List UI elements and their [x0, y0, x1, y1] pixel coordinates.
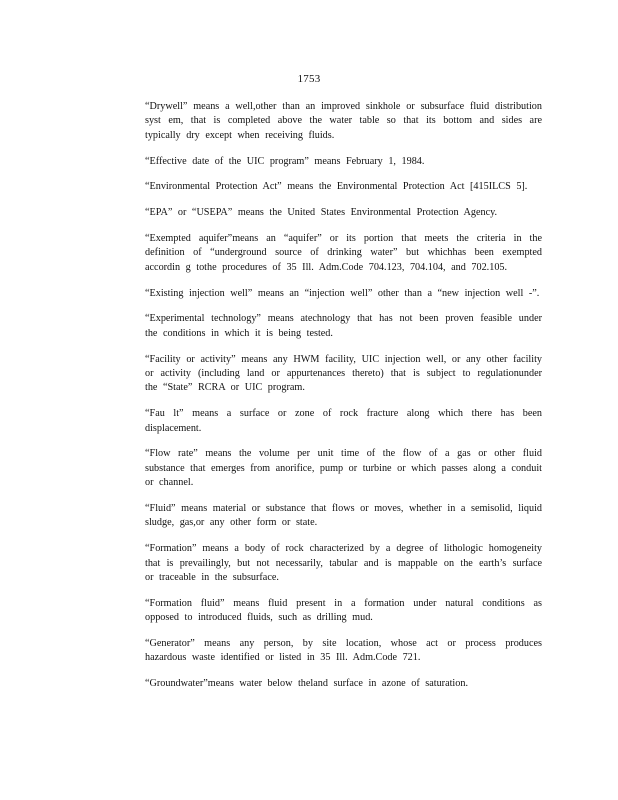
definitions-list: [145, 100, 542, 703]
definition-exempted-aquifer: “Exempted aquifer”means an “aquifer” or its portion that meets the criteria in the definition of “underground source of drinking water” but whichhas been exempted accordin g tothe procedures of 35 Ill. Adm.Code 704.123, 704.104, and 702.105.: [145, 233, 542, 273]
definition-formation-fluid: “Formation fluid” means fluid present in a formation under natural conditions as opposed to introduced fluids, such as drilling mud.: [145, 597, 542, 624]
definition-environmental-protection-act: “Environmental Protection Act” means the Environmental Protection Act [415ILCS 5].: [145, 181, 528, 193]
definition-drywell: “Drywell” means a well,other than an improved sinkhole or subsurface fluid distribution syst em, that is completed above the water table so that its bottom and sides are typically dry except when receiving fluids.: [145, 101, 542, 141]
definition-groundwater: “Groundwater”means water below theland surface in azone of saturation.: [145, 678, 468, 690]
definition-generator: “Generator” means any person, by site location, whose act or process produces hazardous waste identified or listed in 35 Ill. Adm.Code 721.: [145, 638, 542, 664]
definition-existing-injection-well: “Existing injection well” means an “injection well” other than a “new injection well -”.: [145, 287, 540, 299]
definition-facility-or-activity: “Facility or activity” means any HWM facility, UIC injection well, or any other facility or activity (including land or appurtenances thereto) that is subject to regulationunder the “State” RCRA or UIC program.: [145, 353, 542, 394]
definition-formation: “Formation” means a body of rock characterized by a degree of lithologic homogeneity that is prevailingly, but not necessarily, tabular and is mappable on the earth’s surface or traceable in the subsurface.: [145, 543, 542, 584]
definition-epa: “EPA” or “USEPA” means the United States Environmental Protection Agency.: [145, 207, 498, 219]
definition-fault: “Fau lt” means a surface or zone of rock fracture along which there has been displacement.: [145, 408, 542, 434]
definition-fluid: “Fluid” means material or substance that flows or moves, whether in a semisolid, liquid sludge, gas,or any other form or state.: [145, 503, 542, 529]
definition-effective-date: “Effective date of the UIC program” means February 1, 1984.: [145, 155, 425, 167]
definition-flow-rate: “Flow rate” means the volume per unit time of the flow of a gas or other fluid substance that emerges from anorifice, pump or turbine or which passes along a conduit or channel.: [145, 448, 542, 489]
page-number: 1753: [297, 73, 321, 85]
definition-experimental-technology: “Experimental technology” means atechnology that has not been proven feasible under the conditions in which it is being tested.: [145, 313, 542, 339]
